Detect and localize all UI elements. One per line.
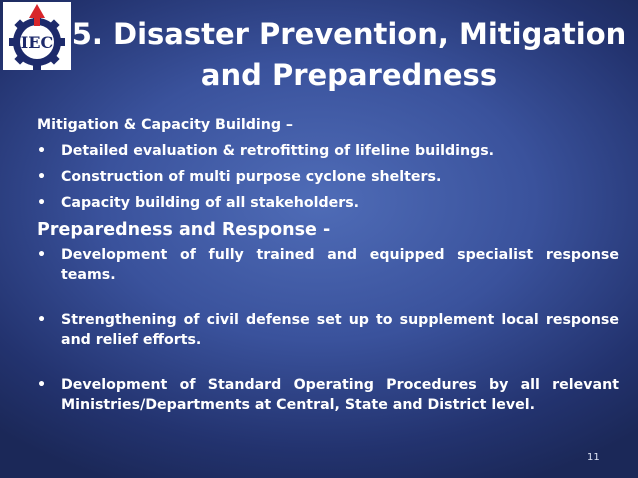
mitigation-item-text: Capacity building of all stakeholders.	[61, 195, 360, 211]
mitigation-heading: Mitigation & Capacity Building –	[37, 117, 294, 133]
preparedness-item	[37, 375, 619, 415]
title-line-2: and Preparedness	[200, 58, 498, 92]
preparedness-item-text: Strengthening of civil defense set up to supplement local response and relief efforts.	[61, 312, 619, 348]
preparedness-item-text: Development of Standard Operating Procedures by all relevant Ministries/Departments at Central, State and District level.	[61, 377, 619, 413]
mitigation-item	[37, 167, 619, 187]
slide-body	[37, 115, 619, 415]
page-number: 11	[587, 452, 600, 463]
bullet-icon: •	[37, 247, 47, 263]
bullet-icon: •	[37, 195, 47, 211]
preparedness-list	[37, 245, 619, 415]
mitigation-item-text: Detailed evaluation & retrofitting of lifeline buildings.	[61, 143, 495, 159]
slide-title	[60, 14, 638, 96]
bullet-icon: •	[37, 377, 47, 393]
bullet-icon: •	[37, 312, 47, 328]
preparedness-item	[37, 245, 619, 285]
preparedness-item	[37, 310, 619, 350]
mitigation-item	[37, 141, 619, 161]
preparedness-item-text: Development of fully trained and equipped specialist response teams.	[61, 247, 619, 283]
title-line-1: 5. Disaster Prevention, Mitigation	[71, 17, 627, 51]
bullet-icon: •	[37, 169, 47, 185]
bullet-icon: •	[37, 143, 47, 159]
mitigation-item-text: Construction of multi purpose cyclone shelters.	[61, 169, 442, 185]
svg-text:IEC: IEC	[20, 33, 54, 52]
mitigation-list	[37, 141, 619, 213]
mitigation-item	[37, 193, 619, 213]
preparedness-heading: Preparedness and Response -	[37, 220, 331, 240]
